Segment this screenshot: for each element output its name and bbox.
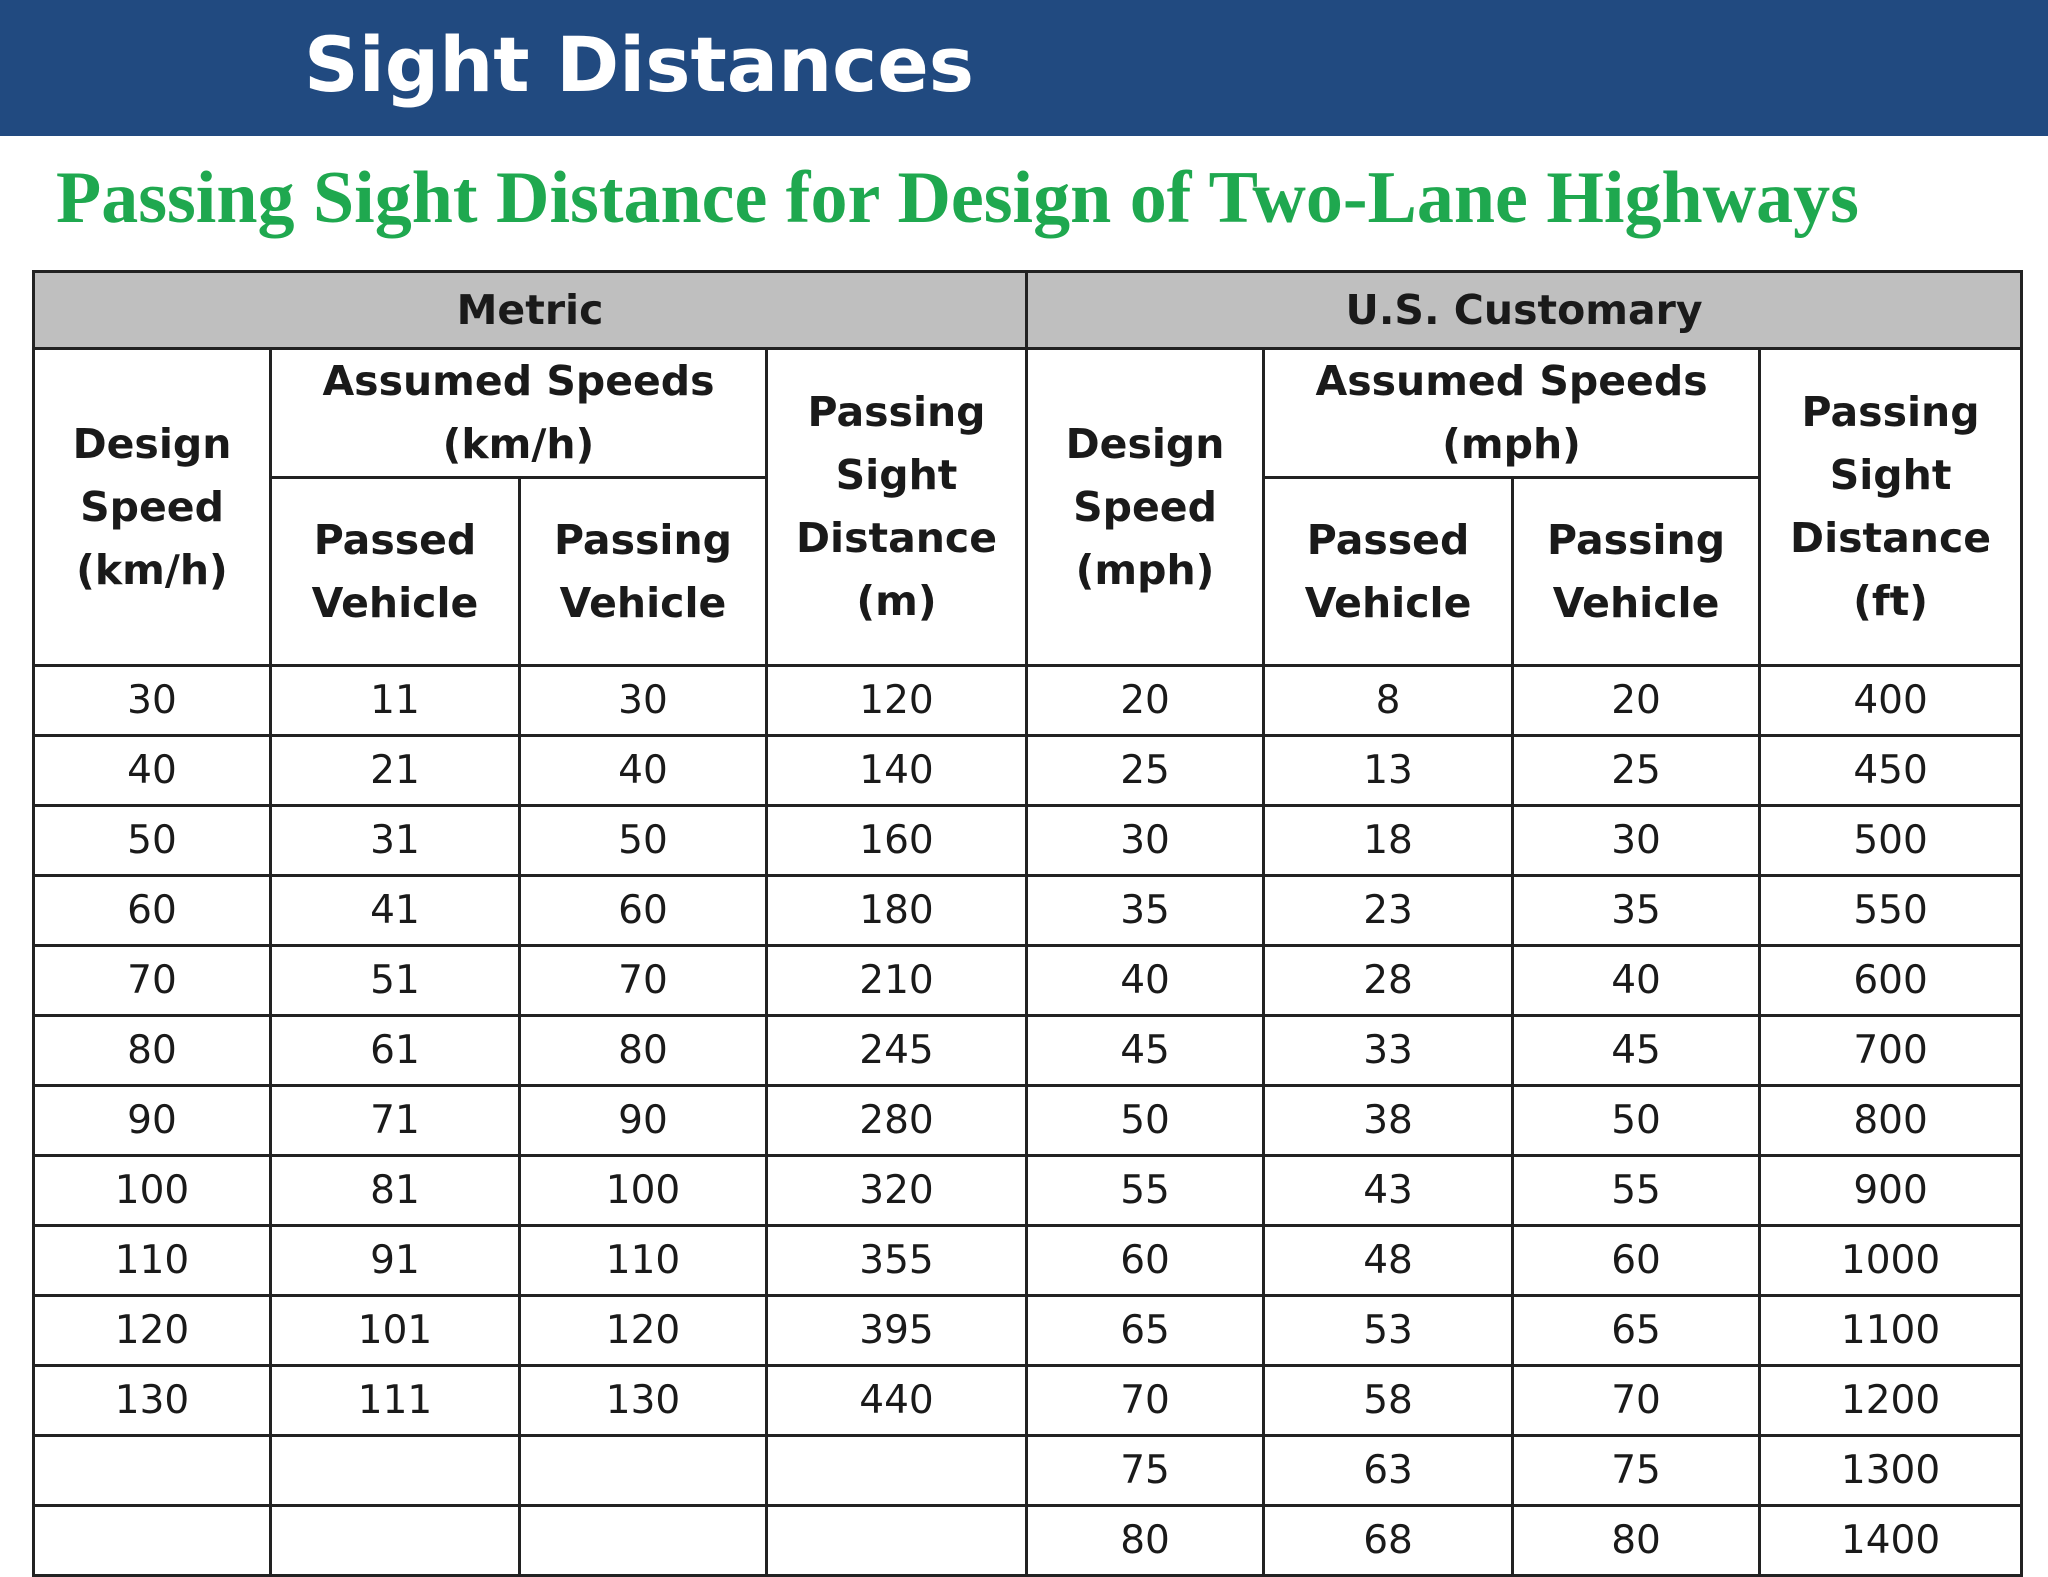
- us-passing-vehicle-cell: 35: [1513, 876, 1760, 946]
- us-passed-vehicle-cell: 23: [1264, 876, 1513, 946]
- metric-passed-vehicle-cell: 71: [271, 1086, 520, 1156]
- metric-design-speed-cell: 70: [34, 946, 271, 1016]
- table-row: [34, 1226, 2022, 1296]
- metric-psd-cell: 440: [767, 1366, 1027, 1436]
- us-passed-vehicle-cell: 68: [1264, 1506, 1513, 1576]
- us-passing-vehicle-cell: 50: [1513, 1086, 1760, 1156]
- us-passing-sight-distance-header: Passing Sight Distance (ft): [1760, 349, 2022, 666]
- metric-passing-vehicle-cell: 120: [520, 1296, 767, 1366]
- metric-psd-cell: 280: [767, 1086, 1027, 1156]
- table-row: [34, 1156, 2022, 1226]
- metric-design-speed-cell: 110: [34, 1226, 271, 1296]
- metric-passing-vehicle-cell: 60: [520, 876, 767, 946]
- metric-design-speed-header: Design Speed (km/h): [34, 349, 271, 666]
- metric-passed-vehicle-cell: 51: [271, 946, 520, 1016]
- metric-group-header: Metric: [34, 272, 1027, 349]
- metric-passed-vehicle-cell: 81: [271, 1156, 520, 1226]
- us-psd-cell: 1400: [1760, 1506, 2022, 1576]
- metric-passed-vehicle-cell: 61: [271, 1016, 520, 1086]
- us-passing-vehicle-cell: 30: [1513, 806, 1760, 876]
- us-psd-cell: 1300: [1760, 1436, 2022, 1506]
- metric-assumed-speeds-header: Assumed Speeds (km/h): [271, 349, 767, 478]
- metric-passed-vehicle-cell: 41: [271, 876, 520, 946]
- us-design-speed-cell: 65: [1027, 1296, 1264, 1366]
- metric-psd-cell: 355: [767, 1226, 1027, 1296]
- table-header-row: [34, 349, 2022, 478]
- metric-passing-vehicle-header: Passing Vehicle: [520, 478, 767, 666]
- metric-psd-cell: [767, 1436, 1027, 1506]
- us-design-speed-cell: 60: [1027, 1226, 1264, 1296]
- metric-passed-vehicle-cell: 111: [271, 1366, 520, 1436]
- us-passed-vehicle-cell: 28: [1264, 946, 1513, 1016]
- us-passing-vehicle-cell: 55: [1513, 1156, 1760, 1226]
- metric-passed-vehicle-cell: 21: [271, 736, 520, 806]
- us-passing-vehicle-cell: 80: [1513, 1506, 1760, 1576]
- metric-psd-cell: 140: [767, 736, 1027, 806]
- table-row: [34, 946, 2022, 1016]
- us-psd-cell: 800: [1760, 1086, 2022, 1156]
- us-passed-vehicle-cell: 43: [1264, 1156, 1513, 1226]
- page-title: Sight Distances: [304, 20, 975, 109]
- metric-design-speed-cell: 30: [34, 666, 271, 736]
- us-design-speed-header: Design Speed (mph): [1027, 349, 1264, 666]
- metric-passing-vehicle-cell: 130: [520, 1366, 767, 1436]
- us-passed-vehicle-cell: 58: [1264, 1366, 1513, 1436]
- header-band: [0, 0, 2048, 136]
- us-passing-vehicle-cell: 25: [1513, 736, 1760, 806]
- metric-passed-vehicle-cell: 101: [271, 1296, 520, 1366]
- table-group-header-row: [34, 272, 2022, 349]
- metric-psd-cell: 160: [767, 806, 1027, 876]
- us-passed-vehicle-cell: 13: [1264, 736, 1513, 806]
- us-passed-vehicle-cell: 63: [1264, 1436, 1513, 1506]
- metric-psd-cell: 395: [767, 1296, 1027, 1366]
- us-passed-vehicle-cell: 48: [1264, 1226, 1513, 1296]
- us-design-speed-cell: 30: [1027, 806, 1264, 876]
- metric-design-speed-cell: 80: [34, 1016, 271, 1086]
- us-design-speed-cell: 25: [1027, 736, 1264, 806]
- table-row: [34, 1506, 2022, 1576]
- us-design-speed-cell: 55: [1027, 1156, 1264, 1226]
- us-passing-vehicle-cell: 45: [1513, 1016, 1760, 1086]
- table-row: [34, 666, 2022, 736]
- us-passing-vehicle-cell: 20: [1513, 666, 1760, 736]
- metric-passing-vehicle-cell: 30: [520, 666, 767, 736]
- metric-passing-vehicle-cell: 40: [520, 736, 767, 806]
- us-design-speed-cell: 20: [1027, 666, 1264, 736]
- table-row: [34, 1366, 2022, 1436]
- table-row: [34, 736, 2022, 806]
- us-passed-vehicle-cell: 18: [1264, 806, 1513, 876]
- us-psd-cell: 400: [1760, 666, 2022, 736]
- us-design-speed-cell: 50: [1027, 1086, 1264, 1156]
- us-psd-cell: 700: [1760, 1016, 2022, 1086]
- us-passed-vehicle-cell: 8: [1264, 666, 1513, 736]
- us-psd-cell: 550: [1760, 876, 2022, 946]
- metric-passing-vehicle-cell: 50: [520, 806, 767, 876]
- metric-design-speed-cell: [34, 1506, 271, 1576]
- metric-passing-vehicle-cell: [520, 1506, 767, 1576]
- us-psd-cell: 600: [1760, 946, 2022, 1016]
- metric-passing-vehicle-cell: 70: [520, 946, 767, 1016]
- metric-psd-cell: 210: [767, 946, 1027, 1016]
- us-psd-cell: 1200: [1760, 1366, 2022, 1436]
- us-assumed-speeds-header: Assumed Speeds (mph): [1264, 349, 1760, 478]
- metric-psd-cell: [767, 1506, 1027, 1576]
- metric-passed-vehicle-cell: [271, 1506, 520, 1576]
- us-passed-vehicle-cell: 33: [1264, 1016, 1513, 1086]
- metric-design-speed-cell: 60: [34, 876, 271, 946]
- metric-psd-cell: 180: [767, 876, 1027, 946]
- us-psd-cell: 1000: [1760, 1226, 2022, 1296]
- metric-design-speed-cell: 40: [34, 736, 271, 806]
- metric-psd-cell: 320: [767, 1156, 1027, 1226]
- metric-design-speed-cell: 120: [34, 1296, 271, 1366]
- passing-sight-distance-table: [32, 270, 2023, 1577]
- table-row: [34, 1086, 2022, 1156]
- metric-passing-sight-distance-header: Passing Sight Distance (m): [767, 349, 1027, 666]
- us-design-speed-cell: 70: [1027, 1366, 1264, 1436]
- us-design-speed-cell: 40: [1027, 946, 1264, 1016]
- us-psd-cell: 900: [1760, 1156, 2022, 1226]
- us-design-speed-cell: 35: [1027, 876, 1264, 946]
- metric-passing-vehicle-cell: 100: [520, 1156, 767, 1226]
- metric-passed-vehicle-header: Passed Vehicle: [271, 478, 520, 666]
- us-passed-vehicle-header: Passed Vehicle: [1264, 478, 1513, 666]
- us-passing-vehicle-header: Passing Vehicle: [1513, 478, 1760, 666]
- metric-design-speed-cell: 90: [34, 1086, 271, 1156]
- table-row: [34, 1016, 2022, 1086]
- metric-passing-vehicle-cell: 110: [520, 1226, 767, 1296]
- us-passing-vehicle-cell: 40: [1513, 946, 1760, 1016]
- us-psd-cell: 500: [1760, 806, 2022, 876]
- us-customary-group-header: U.S. Customary: [1027, 272, 2022, 349]
- metric-psd-cell: 245: [767, 1016, 1027, 1086]
- metric-passed-vehicle-cell: 11: [271, 666, 520, 736]
- table-row: [34, 1436, 2022, 1506]
- us-passed-vehicle-cell: 38: [1264, 1086, 1513, 1156]
- metric-passed-vehicle-cell: 31: [271, 806, 520, 876]
- us-design-speed-cell: 80: [1027, 1506, 1264, 1576]
- metric-passed-vehicle-cell: [271, 1436, 520, 1506]
- table-row: [34, 806, 2022, 876]
- metric-design-speed-cell: [34, 1436, 271, 1506]
- metric-design-speed-cell: 50: [34, 806, 271, 876]
- us-passing-vehicle-cell: 75: [1513, 1436, 1760, 1506]
- metric-design-speed-cell: 100: [34, 1156, 271, 1226]
- metric-design-speed-cell: 130: [34, 1366, 271, 1436]
- us-passing-vehicle-cell: 60: [1513, 1226, 1760, 1296]
- us-psd-cell: 1100: [1760, 1296, 2022, 1366]
- us-design-speed-cell: 45: [1027, 1016, 1264, 1086]
- metric-psd-cell: 120: [767, 666, 1027, 736]
- us-passing-vehicle-cell: 70: [1513, 1366, 1760, 1436]
- table-row: [34, 876, 2022, 946]
- metric-passing-vehicle-cell: 90: [520, 1086, 767, 1156]
- slide-subtitle: Passing Sight Distance for Design of Two-Lane Highways: [56, 157, 1859, 239]
- metric-passing-vehicle-cell: [520, 1436, 767, 1506]
- metric-passing-vehicle-cell: 80: [520, 1016, 767, 1086]
- metric-passed-vehicle-cell: 91: [271, 1226, 520, 1296]
- us-passed-vehicle-cell: 53: [1264, 1296, 1513, 1366]
- us-design-speed-cell: 75: [1027, 1436, 1264, 1506]
- us-psd-cell: 450: [1760, 736, 2022, 806]
- table-row: [34, 1296, 2022, 1366]
- us-passing-vehicle-cell: 65: [1513, 1296, 1760, 1366]
